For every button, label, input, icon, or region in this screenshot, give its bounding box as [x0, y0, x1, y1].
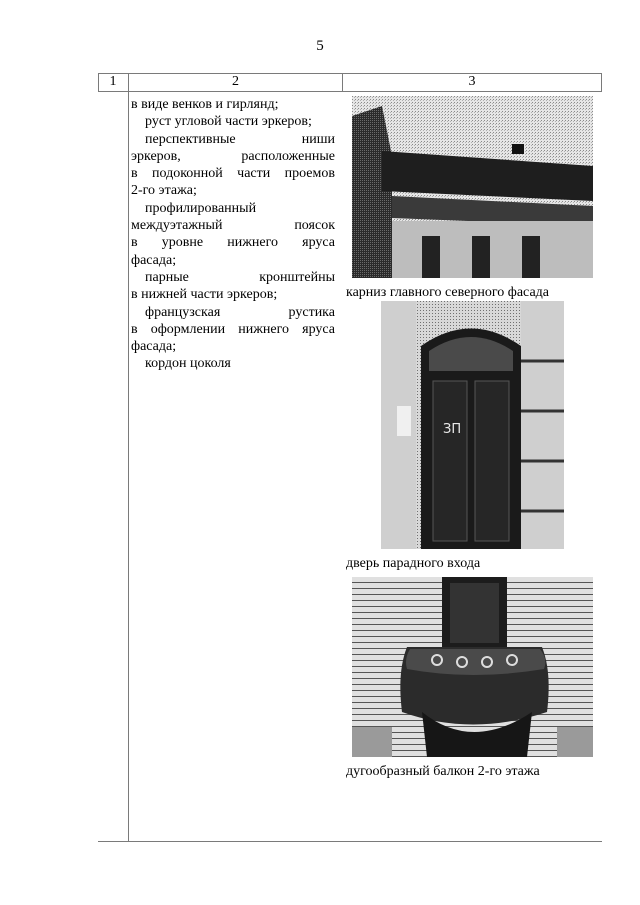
text-word: кронштейны: [259, 269, 335, 285]
text-word: профилированный: [145, 200, 257, 216]
column-divider-1: [128, 73, 129, 841]
text-word: междуэтажный: [131, 218, 223, 234]
text-line: [131, 165, 335, 182]
text-word: парные: [145, 269, 189, 285]
text-word: нижнего: [238, 321, 290, 337]
text-word: французская: [145, 304, 221, 320]
text-line: [131, 182, 335, 199]
text-line: [131, 355, 335, 372]
photo-cornice: [352, 96, 593, 278]
photo-door: [381, 301, 564, 549]
text-word: рустика: [288, 304, 335, 320]
svg-text:ЗП: ЗП: [443, 422, 462, 437]
table-right-border: [601, 73, 602, 91]
text-word: эркеров,: [131, 148, 181, 164]
text-word: перспективные: [145, 131, 236, 147]
text-line: [131, 148, 335, 165]
text-word: оформлении: [150, 321, 226, 337]
text-line: [131, 234, 335, 251]
text-line: [131, 338, 335, 355]
caption-balcony: дугообразный балкон 2-го этажа: [346, 764, 540, 779]
text-word: кордон цоколя: [145, 356, 231, 372]
text-word: фасада;: [131, 252, 177, 268]
table-header-border: [98, 91, 602, 92]
header-col-1: 1: [109, 74, 117, 89]
text-word: в нижней части эркеров;: [131, 287, 278, 303]
text-word: проемов: [284, 166, 335, 182]
text-line: [131, 200, 335, 217]
text-line: [131, 113, 335, 130]
text-word: уровне: [161, 235, 204, 251]
text-word: яруса: [302, 321, 335, 337]
text-word: подоконной: [152, 166, 223, 182]
text-line: [131, 252, 335, 269]
text-word: поясок: [294, 218, 335, 234]
photo-balcony: [352, 577, 593, 757]
header-col-2: 2: [232, 74, 239, 89]
column-2-text: [131, 96, 335, 373]
text-line: [131, 131, 335, 148]
text-word: 2-го этажа;: [131, 183, 197, 199]
caption-door: дверь парадного входа: [346, 556, 481, 571]
text-line: [131, 96, 335, 113]
header-col-3: 3: [468, 74, 476, 89]
text-word: фасада;: [131, 339, 177, 355]
caption-cornice: карниз главного северного фасада: [346, 285, 549, 300]
text-word: в: [131, 166, 138, 182]
text-word: нижнего: [227, 235, 278, 251]
text-line: [131, 269, 335, 286]
text-word: в: [131, 235, 138, 251]
text-word: руст угловой части эркеров;: [145, 114, 312, 130]
text-word: части: [237, 166, 271, 182]
text-word: в виде венков и гирлянд;: [131, 97, 279, 112]
page-number: 5: [316, 38, 324, 54]
text-word: яруса: [302, 235, 335, 251]
text-word: в: [131, 321, 138, 337]
text-line: [131, 321, 335, 338]
table-bottom-border: [98, 841, 602, 842]
text-line: [131, 286, 335, 303]
text-word: расположенные: [241, 148, 335, 164]
text-line: [131, 304, 335, 321]
text-word: ниши: [301, 131, 335, 147]
text-line: [131, 217, 335, 234]
